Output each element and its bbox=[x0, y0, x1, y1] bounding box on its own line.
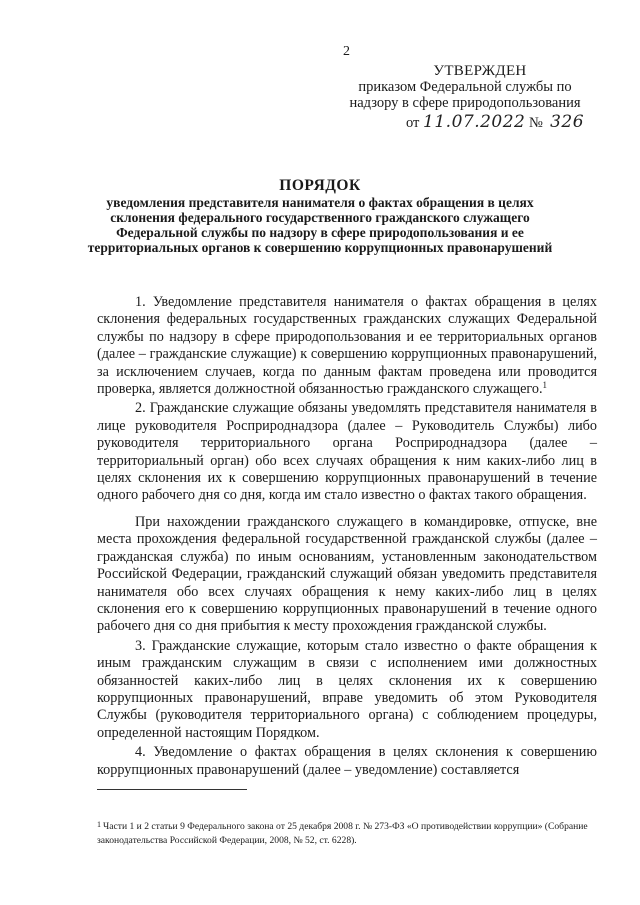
heading-title: ПОРЯДОК bbox=[279, 177, 361, 194]
footnote-text: Части 1 и 2 статьи 9 Федерального закона от 25 декабря 2008 г. № 273-ФЗ «О противодействии коррупции» (Собрание законодательства Российской Федерации, 2008, № 52, ст. 6228). bbox=[97, 821, 588, 846]
heading-subtitle: уведомления представителя нанимателя о фактах обращения в целях склонения федерального государственного гражданского служащего Федеральной службы по надзору в сфере природопользования и ее территориальных органов к совершению коррупционных правонарушений bbox=[87, 195, 553, 255]
paragraph-2: 2. Гражданские служащие обязаны уведомлять представителя нанимателя в лице руководителя Росприроднадзора (далее – Руководитель Службы) либо руководителя территориального органа Росприроднадзора (далее – территориальный орган) обо всех случаях обращения к ним каких-либо лиц в целях склонения их к совершению коррупционных правонарушений в течение одного рабочего дня со дня, когда им стало известно о фактах такого обращения. bbox=[97, 400, 597, 504]
approval-title: УТВЕРЖДЕН bbox=[433, 63, 527, 79]
paragraph-1 bbox=[97, 294, 597, 398]
handwritten-number: 326 bbox=[550, 112, 585, 132]
paragraph-5: 4. Уведомление о фактах обращения в целях склонения к совершению коррупционных правонарушений (далее – уведомление) составляется bbox=[97, 744, 597, 778]
document-heading bbox=[80, 177, 560, 255]
paragraph-1-text: 1. Уведомление представителя нанимателя о фактах обращения в целях склонения федеральных государственных гражданских служащих Федеральной службы по надзору в сфере природопользования и ее территориальных органов (далее – гражданские служащие) к совершению коррупционных правонарушений, за исключением случаев, когда по данным фактам проведена или проводится проверка, является должностной обязанностью гражданского служащего. bbox=[97, 294, 597, 398]
footnote-mark: 1 bbox=[97, 820, 101, 829]
paragraph-4: 3. Гражданские служащие, которым стало известно о факте обращения к иным гражданским служащим в связи с исполнением ими должностных обязанностей каких-либо лиц в целях склонения их к совершению коррупционных правонарушений, вправе уведомить об этом Руководителя Службы (руководителя территориального органа) с соблюдением процедуры, определенной настоящим Порядком. bbox=[97, 637, 597, 741]
date-prefix: от bbox=[406, 115, 420, 131]
paragraph-3: При нахождении гражданского служащего в командировке, отпуске, вне места прохождения федеральной государственной гражданской службы (далее – гражданская служба) по иным основаниям, установленным законодательством Российской Федерации, гражданский служащий обязан уведомить представителя нанимателя обо всех случаях обращения к нему каких-либо лиц в целях склонения его к совершению коррупционных правонарушений в течение одного рабочего дня со дня прибытия к месту прохождения гражданской службы. bbox=[97, 513, 597, 635]
number-sign: № bbox=[529, 115, 543, 131]
footnote-reference: 1 bbox=[542, 380, 548, 391]
footnote bbox=[97, 818, 597, 848]
handwritten-date: 11.07.2022 bbox=[423, 112, 526, 132]
approval-line-2: надзору в сфере природопользования bbox=[349, 95, 581, 111]
page-number: 2 bbox=[343, 44, 350, 59]
footnote-divider bbox=[97, 789, 247, 790]
order-date-number bbox=[406, 112, 584, 132]
approval-line-1: приказом Федеральной службы по bbox=[358, 79, 572, 95]
document-body bbox=[97, 294, 597, 781]
approval-stamp bbox=[340, 63, 590, 111]
